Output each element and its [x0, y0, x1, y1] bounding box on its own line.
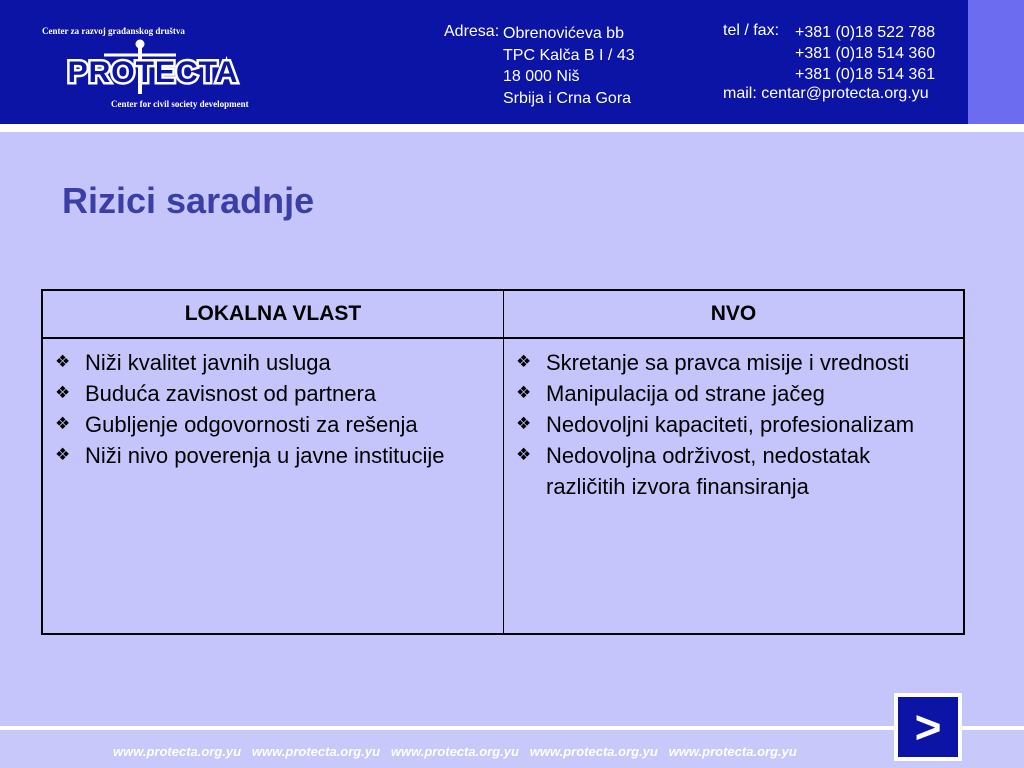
protecta-logo	[40, 38, 266, 98]
slide-title: Rizici saradnje	[62, 180, 315, 221]
logo-text: PROTECTA	[67, 56, 239, 89]
tel-line: +381 (0)18 514 360	[795, 45, 936, 62]
address-line: TPC Kalča B I / 43	[503, 46, 635, 64]
header-lokalna-vlast: LOKALNA VLAST	[43, 291, 504, 339]
list-item: ❖ Buduća zavisnost od partnera	[55, 378, 493, 409]
diamond-bullet-icon: ❖	[55, 383, 71, 403]
list-item: ❖ Niži nivo poverenja u javne institucije	[55, 440, 493, 471]
list-item: ❖ Niži kvalitet javnih usluga	[55, 347, 493, 378]
address-line: Obrenovićeva bb	[503, 25, 624, 42]
org-name-en: Center for civil society development	[111, 99, 249, 109]
diamond-bullet-icon: ❖	[55, 352, 71, 372]
nvo-cell	[504, 339, 963, 633]
tel-line: +381 (0)18 522 788	[795, 24, 936, 41]
header-divider	[0, 124, 1024, 132]
header-accent-band	[968, 0, 1024, 124]
tel-line: +381 (0)18 514 361	[795, 66, 936, 83]
header-nvo: NVO	[504, 291, 963, 339]
tel-label: tel / fax:	[723, 22, 780, 39]
list-item: ❖ Manipulacija od strane jačeg	[516, 378, 953, 409]
address-line: 18 000 Niš	[503, 68, 580, 85]
diamond-bullet-icon: ❖	[55, 414, 71, 434]
list-item: ❖ Nedovoljna održivost, nedostatak različitih izvora finansiranja	[516, 440, 953, 502]
diamond-bullet-icon: ❖	[516, 414, 532, 434]
diamond-bullet-icon: ❖	[516, 352, 532, 372]
lokalna-vlast-cell	[43, 339, 504, 633]
mail-line: mail: centar@protecta.org.yu	[723, 85, 929, 102]
address-block	[503, 23, 635, 109]
address-line: Srbija i Crna Gora	[503, 89, 632, 107]
next-slide-button[interactable]	[894, 693, 962, 761]
footer-links[interactable]: www.protecta.org.yu www.protecta.org.yu www.protecta.org.yu www.protecta.org.yu www.protecta.org.yu	[113, 744, 797, 759]
list-item: ❖ Skretanje sa pravca misije i vrednosti	[516, 347, 953, 378]
tel-block	[795, 22, 935, 85]
diamond-bullet-icon: ❖	[516, 445, 532, 465]
list-item: ❖ Gubljenje odgovornosti za rešenja	[55, 409, 493, 440]
diamond-bullet-icon: ❖	[516, 383, 532, 403]
org-name-local: Center za razvoj građanskog društva	[42, 26, 185, 36]
risks-table	[41, 289, 965, 635]
diamond-bullet-icon: ❖	[55, 445, 71, 465]
lokalna-vlast-list	[55, 347, 493, 471]
address-label: Adresa:	[444, 23, 500, 40]
nvo-list	[516, 347, 953, 502]
list-item: ❖ Nedovoljni kapaciteti, profesionalizam	[516, 409, 953, 440]
next-arrow-icon: >	[914, 701, 942, 753]
